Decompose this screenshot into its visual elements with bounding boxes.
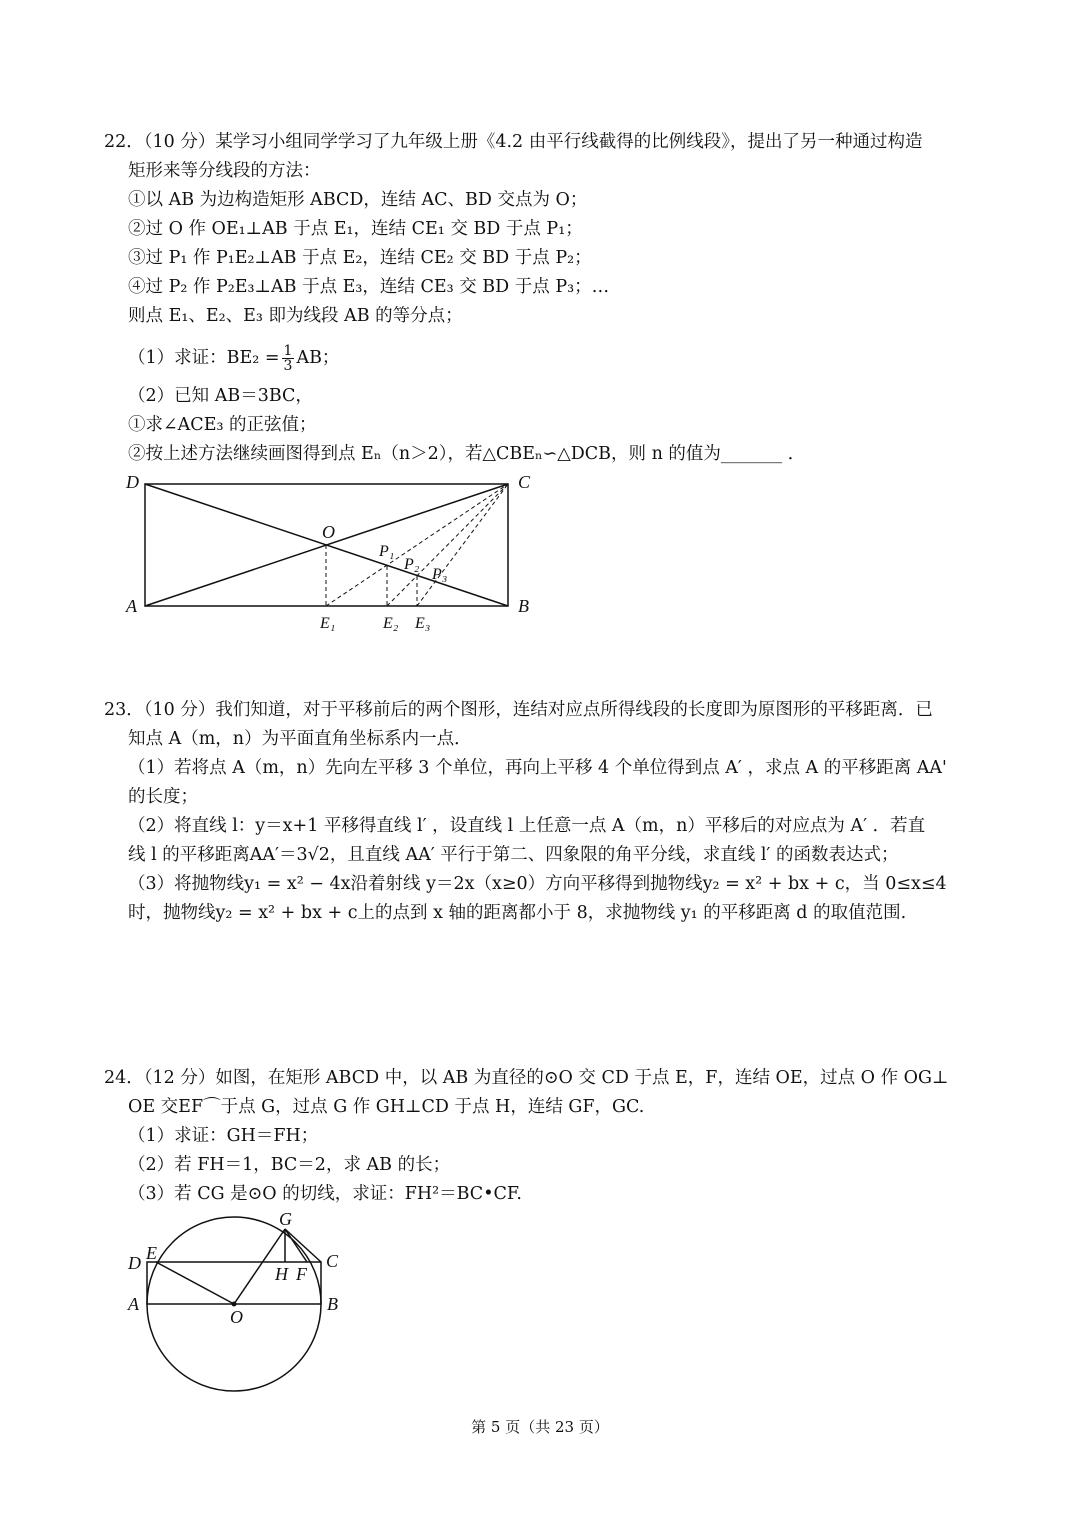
question-23	[104, 696, 984, 928]
q24-part-3: （3）若 CG 是⊙O 的切线，求证：FH²＝BC•CF.	[128, 1184, 522, 1204]
q22-step-4: ④过 P₂ 作 P₂E₃⊥AB 于点 E₃，连结 CE₃ 交 BD 于点 P₃；…	[128, 277, 610, 297]
fraction-denominator: 3	[283, 358, 293, 374]
label-g: G	[279, 1209, 292, 1229]
q22-part-1-prefix: （1）求证：BE₂ =	[128, 348, 280, 368]
segment-ce3	[417, 484, 508, 606]
fraction-numerator: 1	[283, 343, 293, 359]
label-p1: P₁	[379, 543, 395, 560]
label-p3: P₃	[432, 566, 448, 583]
q23-line-2: 知点 A（m，n）为平面直角坐标系内一点．	[128, 729, 472, 749]
q22-line-1: 22．（10 分）某学习小组同学学习了九年级上册《4.2 由平行线截得的比例线段》，提出了另一种通过构造	[104, 132, 923, 152]
label-c: C	[326, 1251, 339, 1271]
q23-part-1: （1）若将点 A（m，n）先向左平移 3 个单位，再向上平移 4 个单位得到点 A′ ，求点 A 的平移距离 AA'	[128, 758, 947, 778]
q22-part-2a: ①求∠ACE₃ 的正弦值；	[128, 415, 317, 435]
q22-line-2: 矩形来等分线段的方法：	[128, 161, 321, 181]
q22-step-1: ①以 AB 为边构造矩形 ABCD，连结 AC、BD 交点为 O；	[128, 190, 588, 210]
label-o: O	[230, 1307, 243, 1327]
q22-part-1-suffix: AB；	[296, 348, 340, 368]
q24-part-2: （2）若 FH＝1，BC＝2，求 AB 的长；	[128, 1155, 451, 1175]
q24-line-2: OE 交EF⌒于点 G，过点 G 作 GH⊥CD 于点 H，连结 GF，GC.	[128, 1097, 645, 1117]
segment-ce2	[387, 484, 508, 606]
label-a: A	[128, 1294, 139, 1314]
q22-part-2-given: （2）已知 AB＝3BC，	[128, 386, 313, 406]
question-22	[104, 128, 984, 331]
q23-part-2: （2）将直线 l：y＝x+1 平移得直线 l′ ，设直线 l 上任意一点 A（m，n）平移后的对应点为 A′ ．若直	[128, 816, 926, 836]
label-c: C	[518, 472, 531, 492]
q22-part-2b: ②按上述方法继续画图得到点 Eₙ（n＞2），若△CBEₙ∽△DCB，则 n 的值为_______ ．	[128, 444, 806, 464]
label-a: A	[126, 596, 137, 616]
label-e1: E₁	[320, 615, 336, 632]
q23-part-3: （3）将抛物线y₁ = x² − 4x沿着射线 y＝2x（x≥0）方向平移得到抛物线y₂ = x² + bx + c，当 0≤x≤4	[128, 874, 947, 894]
label-e3: E₃	[415, 615, 431, 632]
label-d: D	[126, 472, 139, 492]
segment-oe	[156, 1262, 234, 1304]
fraction-one-third	[282, 344, 295, 373]
page-footer: 第 5 页（共 23 页）	[471, 1418, 609, 1436]
q23-part-2-cont: 线 l 的平移距离AA′＝3√2，且直线 AA′ 平行于第二、四象限的角平分线，求直线 l′ 的函数表达式；	[128, 845, 899, 865]
q24-line-1: 24．（12 分）如图，在矩形 ABCD 中，以 AB 为直径的⊙O 交 CD 于点 E，F，连结 OE，过点 O 作 OG⊥	[104, 1068, 949, 1088]
q22-part-1	[104, 338, 984, 378]
q23-line-1: 23．（10 分）我们知道，对于平移前后的两个图形，连结对应点所得线段的长度即为原图形的平移距离．已	[104, 700, 933, 720]
question-24	[104, 1064, 984, 1209]
label-b: B	[518, 596, 529, 616]
q22-conclusion: 则点 E₁、E₂、E₃ 即为线段 AB 的等分点；	[128, 306, 463, 326]
figure-22	[120, 470, 550, 640]
label-d: D	[128, 1253, 141, 1273]
q22-step-3: ③过 P₁ 作 P₁E₂⊥AB 于点 E₂，连结 CE₂ 交 BD 于点 P₂；	[128, 248, 592, 268]
q23-part-1-cont: 的长度；	[128, 787, 198, 807]
label-o: O	[322, 522, 335, 542]
figure-24	[120, 1205, 360, 1395]
q23-part-3-cont: 时，抛物线y₂ = x² + bx + c上的点到 x 轴的距离都小于 8，求抛物线 y₁ 的平移距离 d 的取值范围.	[128, 903, 907, 923]
rectangle-abcd	[147, 1262, 321, 1304]
label-b: B	[327, 1294, 338, 1314]
label-p2: P₂	[404, 556, 420, 573]
q22-part-2	[104, 382, 984, 469]
label-e2: E₂	[383, 615, 399, 632]
label-e: E	[146, 1243, 157, 1263]
label-f: F	[296, 1264, 307, 1284]
center-point-o	[232, 1302, 237, 1307]
q22-step-2: ②过 O 作 OE₁⊥AB 于点 E₁，连结 CE₁ 交 BD 于点 P₁；	[128, 219, 583, 239]
segment-ce1	[326, 484, 508, 606]
q24-part-1: （1）求证：GH＝FH；	[128, 1126, 319, 1146]
label-h: H	[275, 1264, 288, 1284]
